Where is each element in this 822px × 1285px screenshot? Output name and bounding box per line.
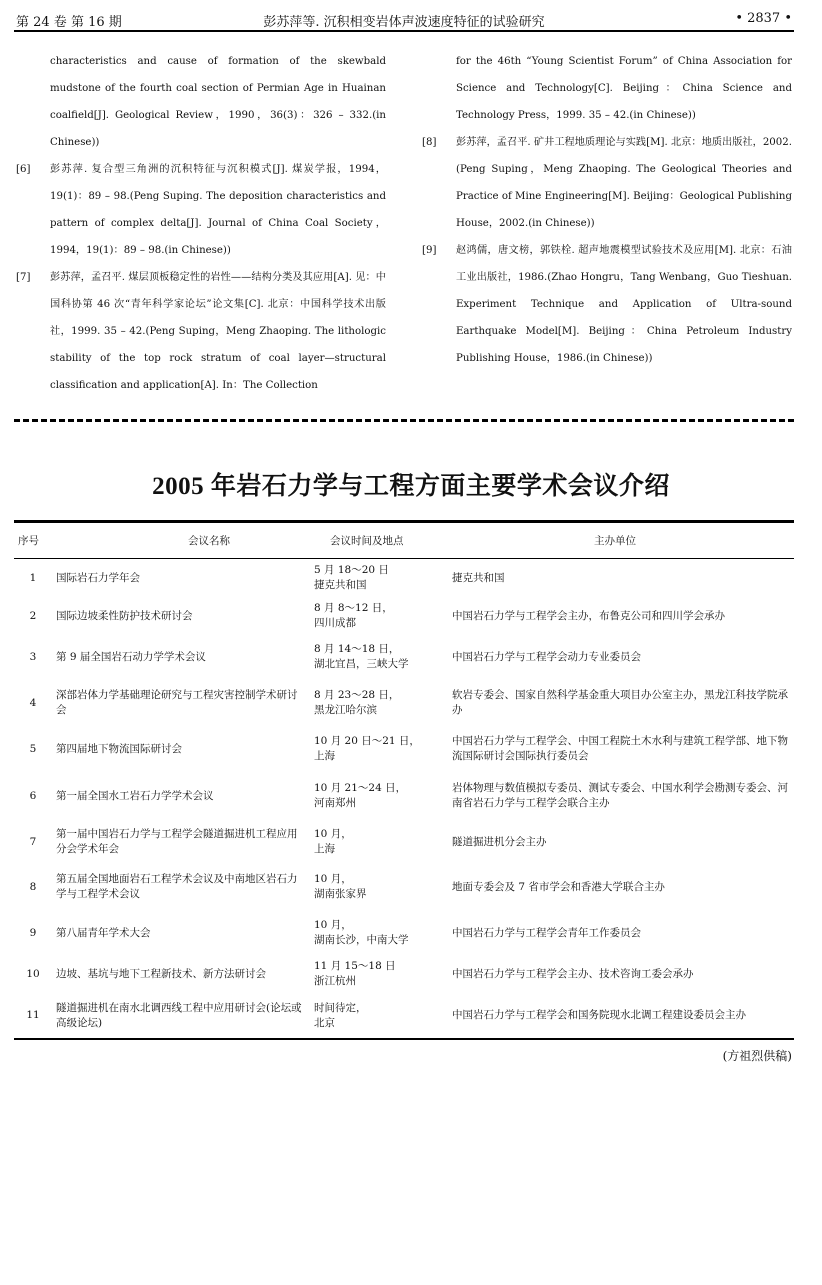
cell-time-place (310, 559, 448, 598)
conference-place: 上海 (314, 750, 335, 762)
table-row (14, 771, 794, 821)
row-index: 6 (29, 789, 37, 802)
conference-date: 10 月， (314, 828, 352, 840)
cell-organizer (448, 559, 794, 598)
cell-time-place (310, 727, 448, 771)
conference-name: 国际边坡柔性防护技术研讨会 (56, 609, 193, 622)
row-index: 2 (29, 609, 37, 622)
reference-text: 彭苏萍，孟召平. 矿井工程地质理论与实践[M]. 北京：地质出版社，2002.(Peng Suping，Meng Zhaoping. The Geological Theories and Practice of Mine Engineering[M]. Beijing：Geological Publishing House，2002.(in Chinese)) (456, 137, 792, 229)
cell-name (52, 559, 310, 598)
header-index: 序号 (14, 522, 52, 559)
conference-date: 10 月， (314, 873, 352, 885)
cell-organizer (448, 863, 794, 911)
reference-text: 彭苏萍，孟召平. 煤层顶板稳定性的岩性——结构分类及其应用[A]. 见：中国科协第 46 次“青年科学家论坛”论文集[C]. 北京：中国科学技术出版社，1999. 35 – 42.(Peng Suping，Meng Zhaoping. The lithologic stability of the top rock stratum of coal layer—structural classification and application[A]. In：The Collection (50, 272, 386, 391)
cell-time-place (310, 955, 448, 993)
organizer: 中国岩石力学与工程学会主办，布鲁克公司和四川学会承办 (452, 609, 725, 622)
cell-name (52, 955, 310, 993)
cell-time-place (310, 911, 448, 955)
table-header-row (14, 522, 794, 559)
running-head (14, 8, 794, 32)
reference-item (14, 264, 386, 399)
cell-index (14, 679, 52, 727)
row-index: 8 (29, 880, 37, 893)
table-row (14, 679, 794, 727)
conference-place: 北京 (314, 1016, 335, 1029)
organizer: 中国岩石力学与工程学会青年工作委员会 (452, 926, 641, 939)
row-index: 5 (29, 742, 37, 755)
reference-item (14, 48, 386, 156)
cell-organizer (448, 679, 794, 727)
header-name: 会议名称 (52, 522, 310, 559)
row-index: 1 (29, 571, 37, 584)
conference-place: 黑龙江哈尔滨 (314, 704, 377, 716)
contributor-credit: (方祖烈供稿) (722, 1049, 792, 1063)
conference-place: 上海 (314, 843, 335, 855)
references-right-column (420, 48, 792, 372)
references-left-column (14, 48, 386, 399)
cell-index (14, 559, 52, 598)
conference-place: 浙江杭州 (314, 975, 356, 987)
cell-name (52, 635, 310, 679)
cell-index (14, 597, 52, 635)
conference-date: 11 月 15～18 日 (314, 960, 396, 972)
header-organizer: 主办单位 (448, 522, 794, 559)
cell-time-place (310, 771, 448, 821)
reference-text: 赵鸿儒，唐文榜，郭铁栓. 超声地震模型试验技术及应用[M]. 北京：石油工业出版社，1986.(Zhao Hongru，Tang Wenbang，Guo Tieshuan. Experiment Technique and Application of Ultra-sound Earthquake Model[M]. Beijing：China Petroleum Industry Publishing House，1986.(in Chinese)) (456, 245, 792, 364)
cell-organizer (448, 821, 794, 863)
organizer: 中国岩石力学与工程学会动力专业委员会 (452, 650, 641, 663)
cell-time-place (310, 993, 448, 1039)
conference-place: 捷克共和国 (314, 579, 367, 591)
cell-organizer (448, 993, 794, 1039)
reference-item (14, 156, 386, 264)
cell-time-place (310, 597, 448, 635)
cell-index (14, 771, 52, 821)
conference-name: 边坡、基坑与地下工程新技术、新方法研讨会 (56, 967, 266, 980)
cell-index (14, 863, 52, 911)
table-row (14, 993, 794, 1039)
cell-time-place (310, 863, 448, 911)
row-index: 11 (26, 1009, 40, 1021)
running-title: 彭苏萍等. 沉积相变岩体声波速度特征的试验研究 (263, 15, 545, 30)
conference-date: 时间待定， (314, 1001, 367, 1014)
cell-name (52, 911, 310, 955)
conference-place: 河南郑州 (314, 797, 356, 809)
conference-name: 第四届地下物流国际研讨会 (56, 742, 182, 755)
organizer: 软岩专委会、国家自然科学基金重大项目办公室主办，黑龙江科技学院承办 (452, 689, 788, 716)
row-index: 10 (26, 967, 40, 980)
organizer: 地面专委会及 7 省市学会和香港大学联合主办 (452, 880, 665, 893)
reference-number: [8] (422, 137, 437, 148)
cell-organizer (448, 727, 794, 771)
conference-date: 10 月 21～24 日， (314, 782, 407, 794)
page-number: • 2837 • (735, 11, 792, 26)
reference-number: [9] (422, 245, 437, 256)
table-row (14, 559, 794, 598)
section-divider (14, 419, 794, 422)
cell-organizer (448, 597, 794, 635)
cell-organizer (448, 635, 794, 679)
conference-date: 10 月， (314, 919, 352, 931)
conference-date: 8 月 23～28 日， (314, 689, 400, 701)
cell-index (14, 635, 52, 679)
conference-place: 湖北宜昌，三峡大学 (314, 658, 409, 670)
conference-name: 第一届全国水工岩石力学学术会议 (56, 789, 214, 802)
table-row (14, 911, 794, 955)
row-index: 9 (29, 926, 37, 939)
cell-index (14, 911, 52, 955)
organizer: 捷克共和国 (452, 571, 505, 584)
reference-text: 彭苏萍. 复合型三角洲的沉积特征与沉积模式[J]. 煤炭学报，1994，19(1)：89 – 98.(Peng Suping. The deposition characteristics and pattern of complex delta[J]. Journal of China Coal Society，1994，19(1)：89 – 98.(in Chinese)) (50, 164, 386, 256)
row-index: 7 (29, 835, 37, 848)
reference-item (420, 129, 792, 237)
organizer: 中国岩石力学与工程学会和国务院现水北调工程建设委员会主办 (452, 1009, 746, 1021)
conference-date: 8 月 8～12 日， (314, 602, 393, 614)
organizer: 中国岩石力学与工程学会、中国工程院土木水利与建筑工程学部、地下物流国际研讨会国际执行委员会 (452, 735, 788, 762)
cell-index (14, 955, 52, 993)
row-index: 3 (29, 650, 37, 663)
reference-number: [6] (16, 164, 31, 175)
conference-date: 10 月 20 日～21 日， (314, 735, 420, 747)
reference-item (420, 48, 792, 129)
reference-text: for the 46th “Young Scientist Forum” of China Association for Science and Technology[C]. Beijing：China Science and Technology Press，1999. 35 – 42.(in Chinese)) (456, 56, 792, 121)
conference-name: 第一届中国岩石力学与工程学会隧道掘进机工程应用分会学术年会 (56, 828, 298, 855)
table-row (14, 821, 794, 863)
conference-date: 8 月 14～18 日， (314, 643, 400, 655)
cell-name (52, 821, 310, 863)
cell-organizer (448, 911, 794, 955)
reference-number: [7] (16, 272, 31, 283)
organizer: 中国岩石力学与工程学会主办、技术咨询工委会承办 (452, 967, 694, 980)
cell-index (14, 993, 52, 1039)
table-row (14, 955, 794, 993)
organizer: 隧道掘进机分会主办 (452, 835, 547, 848)
cell-name (52, 727, 310, 771)
row-index: 4 (29, 696, 37, 709)
conference-name: 深部岩体力学基础理论研究与工程灾害控制学术研讨会 (56, 689, 298, 716)
conference-name: 第八届青年学术大会 (56, 926, 151, 939)
table-row (14, 863, 794, 911)
cell-name (52, 597, 310, 635)
conference-date: 5 月 18～20 日 (314, 564, 389, 576)
conference-place: 四川成都 (314, 617, 356, 629)
cell-time-place (310, 679, 448, 727)
header-time-place: 会议时间及地点 (310, 522, 448, 559)
cell-name (52, 771, 310, 821)
conference-table (14, 520, 794, 1040)
cell-organizer (448, 771, 794, 821)
reference-text: characteristics and cause of formation of the skewbald mudstone of the fourth coal section of Permian Age in Huainan coalfield[J]. Geological Review，1990，36(3)：326 – 332.(in Chinese)) (50, 56, 386, 148)
reference-item (420, 237, 792, 372)
cell-name (52, 993, 310, 1039)
volume-issue: 第 24 卷 第 16 期 (16, 15, 122, 30)
cell-time-place (310, 821, 448, 863)
organizer: 岩体物理与数值模拟专委员、测试专委会、中国水利学会勘测专委会、河南省岩石力学与工程学会联合主办 (452, 782, 788, 809)
conference-place: 湖南长沙，中南大学 (314, 934, 409, 946)
cell-index (14, 821, 52, 863)
table-row (14, 597, 794, 635)
cell-name (52, 863, 310, 911)
cell-index (14, 727, 52, 771)
article-title: 2005 年岩石力学与工程方面主要学术会议介绍 (152, 473, 670, 500)
table-row (14, 635, 794, 679)
cell-organizer (448, 955, 794, 993)
conference-place: 湖南张家界 (314, 888, 367, 900)
cell-time-place (310, 635, 448, 679)
conference-name: 第五届全国地面岩石工程学术会议及中南地区岩石力学与工程学术会议 (56, 873, 298, 900)
conference-name: 隧道掘进机在南水北调西线工程中应用研讨会(论坛或高级论坛) (56, 1001, 302, 1029)
conference-name: 国际岩石力学年会 (56, 571, 140, 584)
cell-name (52, 679, 310, 727)
conference-name: 第 9 届全国岩石动力学学术会议 (56, 650, 206, 663)
table-row (14, 727, 794, 771)
